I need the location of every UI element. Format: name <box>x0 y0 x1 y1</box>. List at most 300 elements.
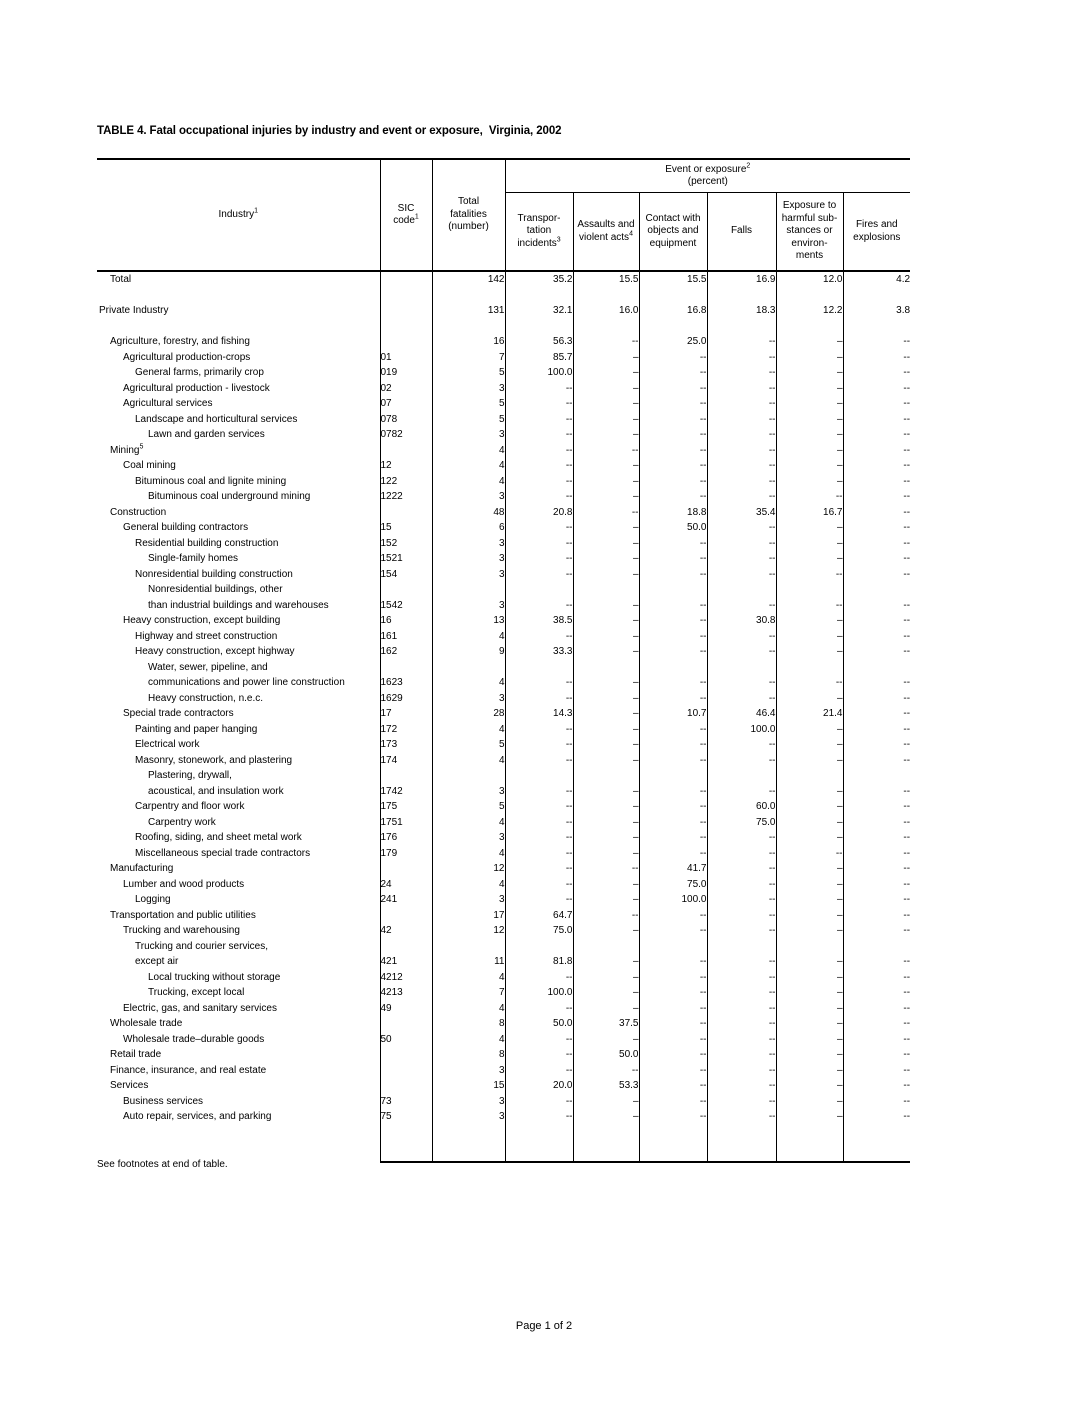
value-cell: 4 <box>432 970 505 986</box>
footnote-superscript: 2 <box>746 162 751 170</box>
value-cell: -- <box>707 365 776 381</box>
value-cell: 16.0 <box>573 303 639 319</box>
value-cell: -- <box>707 784 776 800</box>
sic-cell <box>380 303 432 319</box>
value-cell <box>573 768 639 784</box>
sic-cell: 019 <box>380 365 432 381</box>
table-row <box>97 381 910 397</box>
value-cell: -- <box>903 1049 911 1061</box>
value-cell: – <box>573 396 639 412</box>
value-cell: -- <box>776 489 843 505</box>
value-cell <box>505 319 573 335</box>
value-cell: -- <box>505 1094 573 1110</box>
value-cell: 4.2 <box>896 274 911 286</box>
value-cell: 14.3 <box>505 706 573 722</box>
value-cell: -- <box>639 536 707 552</box>
value-cell <box>843 319 910 335</box>
value-cell: -- <box>903 630 911 642</box>
value-cell: 32.1 <box>505 303 573 319</box>
table-row <box>97 582 910 598</box>
table-row <box>97 1094 910 1110</box>
value-cell: 3 <box>432 551 505 567</box>
event-group-subtitle: (percent) <box>687 176 728 187</box>
value-cell: – <box>776 908 843 924</box>
value-cell: 75.0 <box>505 923 573 939</box>
value-cell: -- <box>707 954 776 970</box>
value-cell: -- <box>639 598 707 614</box>
industry-cell: Bituminous coal underground mining <box>97 489 380 505</box>
value-cell <box>573 939 639 955</box>
fatalities-table <box>97 158 910 1163</box>
value-cell: 7 <box>432 985 505 1001</box>
value-cell: -- <box>903 537 911 549</box>
value-cell: -- <box>903 1111 911 1123</box>
value-cell: -- <box>639 551 707 567</box>
value-cell: -- <box>639 443 707 459</box>
value-cell: – <box>573 520 639 536</box>
value-cell <box>432 768 505 784</box>
filler-cell <box>843 1125 910 1162</box>
value-cell: 35.4 <box>707 505 776 521</box>
value-cell: 38.5 <box>505 613 573 629</box>
value-cell: -- <box>639 1109 707 1125</box>
value-cell: -- <box>707 1078 776 1094</box>
sic-cell <box>380 768 432 784</box>
industry-cell: except air <box>97 954 380 970</box>
industry-cell: Auto repair, services, and parking <box>97 1109 380 1125</box>
footnote-superscript: 5 <box>139 443 144 451</box>
table-row <box>97 505 910 521</box>
value-cell: – <box>573 598 639 614</box>
table-row <box>97 861 910 877</box>
industry-cell: Nonresidential buildings, other <box>97 582 380 598</box>
value-cell: – <box>776 1032 843 1048</box>
value-cell <box>505 660 573 676</box>
value-cell: – <box>573 1001 639 1017</box>
event-subcolumn-header: Transpor- tation incidents$^3$ <box>505 193 573 272</box>
value-cell: – <box>573 737 639 753</box>
table-row <box>97 706 910 722</box>
value-cell: 3 <box>432 381 505 397</box>
value-cell: -- <box>903 429 911 441</box>
value-cell: -- <box>573 334 639 350</box>
value-cell: -- <box>505 1032 573 1048</box>
value-cell <box>505 768 573 784</box>
value-cell: – <box>776 970 843 986</box>
table-row <box>97 1063 910 1079</box>
sic-cell <box>380 1078 432 1094</box>
sic-cell: 01 <box>380 350 432 366</box>
value-cell: -- <box>505 474 573 490</box>
industry-cell: Private Industry <box>97 303 380 319</box>
value-cell: – <box>776 427 843 443</box>
value-cell: – <box>573 1109 639 1125</box>
value-cell: – <box>776 551 843 567</box>
value-cell: 56.3 <box>505 334 573 350</box>
value-cell <box>432 288 505 304</box>
industry-cell: acoustical, and insulation work <box>97 784 380 800</box>
value-cell: – <box>776 985 843 1001</box>
value-cell: – <box>573 892 639 908</box>
value-cell: -- <box>903 646 911 658</box>
value-cell: 10.7 <box>639 706 707 722</box>
value-cell: -- <box>707 412 776 428</box>
sic-cell <box>380 582 432 598</box>
value-cell: -- <box>639 722 707 738</box>
value-cell: -- <box>639 1094 707 1110</box>
value-cell: 75.0 <box>707 815 776 831</box>
table-row <box>97 536 910 552</box>
value-cell: 15.5 <box>573 271 639 288</box>
value-cell: -- <box>639 381 707 397</box>
value-cell: -- <box>707 598 776 614</box>
industry-cell: Agricultural production - livestock <box>97 381 380 397</box>
value-cell: -- <box>505 691 573 707</box>
value-cell <box>707 319 776 335</box>
value-cell: – <box>776 722 843 738</box>
value-cell: -- <box>707 737 776 753</box>
table-row <box>97 908 910 924</box>
value-cell <box>639 288 707 304</box>
value-cell: -- <box>903 1064 911 1076</box>
value-cell: -- <box>505 1109 573 1125</box>
value-cell: 4 <box>432 722 505 738</box>
industry-cell: Business services <box>97 1094 380 1110</box>
industry-cell: Logging <box>97 892 380 908</box>
value-cell: – <box>776 644 843 660</box>
value-cell: 100.0 <box>505 985 573 1001</box>
value-cell: 3 <box>432 1109 505 1125</box>
table-row <box>97 799 910 815</box>
value-cell: -- <box>639 985 707 1001</box>
sic-cell <box>380 334 432 350</box>
value-cell: 8 <box>432 1047 505 1063</box>
value-cell: 5 <box>432 365 505 381</box>
sic-cell: 42 <box>380 923 432 939</box>
value-cell: -- <box>903 1080 911 1092</box>
value-cell: -- <box>639 691 707 707</box>
value-cell: – <box>573 551 639 567</box>
filler-cell <box>776 1125 843 1162</box>
table-row <box>97 1016 910 1032</box>
value-cell <box>639 319 707 335</box>
value-cell: -- <box>776 675 843 691</box>
value-cell: – <box>776 1078 843 1094</box>
value-cell: -- <box>707 489 776 505</box>
value-cell: -- <box>639 613 707 629</box>
sic-cell: 73 <box>380 1094 432 1110</box>
value-cell <box>707 939 776 955</box>
value-cell: -- <box>707 675 776 691</box>
value-cell: -- <box>505 381 573 397</box>
value-cell: 7 <box>432 350 505 366</box>
value-cell: -- <box>707 474 776 490</box>
value-cell: 53.3 <box>573 1078 639 1094</box>
value-cell: 100.0 <box>707 722 776 738</box>
value-cell: – <box>573 954 639 970</box>
value-cell: 5 <box>432 737 505 753</box>
industry-cell: Agricultural services <box>97 396 380 412</box>
value-cell: – <box>573 458 639 474</box>
value-cell: – <box>573 1032 639 1048</box>
value-cell: 18.3 <box>707 303 776 319</box>
value-cell: – <box>776 1094 843 1110</box>
value-cell: 20.8 <box>505 505 573 521</box>
industry-cell: communications and power line construction <box>97 675 380 691</box>
value-cell: 4 <box>432 1001 505 1017</box>
value-cell: – <box>776 753 843 769</box>
value-cell: 16.8 <box>639 303 707 319</box>
page-title: TABLE 4. Fatal occupational injuries by industry and event or exposure, Virginia, 2002 <box>97 125 562 137</box>
value-cell <box>843 939 910 955</box>
sic-cell: 17 <box>380 706 432 722</box>
value-cell: – <box>776 629 843 645</box>
sic-cell: 175 <box>380 799 432 815</box>
industry-cell: Carpentry work <box>97 815 380 831</box>
value-cell: -- <box>903 506 911 518</box>
value-cell: -- <box>639 350 707 366</box>
value-cell: 50.0 <box>573 1047 639 1063</box>
industry-cell: Masonry, stonework, and plastering <box>97 753 380 769</box>
value-cell <box>843 288 910 304</box>
value-cell: 85.7 <box>505 350 573 366</box>
value-cell: – <box>776 443 843 459</box>
sic-cell: 174 <box>380 753 432 769</box>
footnote-superscript: 1 <box>414 213 419 221</box>
value-cell: -- <box>639 1047 707 1063</box>
col-total-header: Total fatalities (number) <box>432 159 505 271</box>
value-cell <box>573 660 639 676</box>
table-row <box>97 675 910 691</box>
table-row <box>97 815 910 831</box>
value-cell: 4 <box>432 753 505 769</box>
value-cell: – <box>776 458 843 474</box>
footnote-superscript: 1 <box>254 207 258 215</box>
value-cell: -- <box>505 536 573 552</box>
value-cell: -- <box>505 412 573 428</box>
value-cell: -- <box>639 970 707 986</box>
table-row <box>97 443 910 459</box>
value-cell: -- <box>707 1001 776 1017</box>
value-cell: 30.8 <box>707 613 776 629</box>
event-subcolumn-header: Contact with objects and equipment <box>639 193 707 272</box>
sic-cell <box>380 861 432 877</box>
value-cell: – <box>573 830 639 846</box>
value-cell: -- <box>639 427 707 443</box>
value-cell: – <box>573 815 639 831</box>
value-cell: -- <box>707 1016 776 1032</box>
table-row <box>97 985 910 1001</box>
value-cell: – <box>776 784 843 800</box>
sic-cell: 75 <box>380 1109 432 1125</box>
value-cell: -- <box>903 971 911 983</box>
table-row <box>97 489 910 505</box>
value-cell: 3 <box>432 489 505 505</box>
industry-cell: Retail trade <box>97 1047 380 1063</box>
sic-cell: 1623 <box>380 675 432 691</box>
value-cell: -- <box>707 567 776 583</box>
industry-cell: Local trucking without storage <box>97 970 380 986</box>
value-cell: 16.7 <box>776 505 843 521</box>
value-cell: 81.8 <box>505 954 573 970</box>
value-cell: -- <box>903 491 911 503</box>
table-row <box>97 365 910 381</box>
value-cell: -- <box>776 846 843 862</box>
value-cell: – <box>573 923 639 939</box>
table-row <box>97 271 910 288</box>
value-cell: -- <box>707 691 776 707</box>
value-cell: -- <box>903 847 911 859</box>
value-cell: -- <box>903 863 911 875</box>
value-cell <box>505 582 573 598</box>
sic-cell <box>380 288 432 304</box>
industry-cell: Finance, insurance, and real estate <box>97 1063 380 1079</box>
value-cell: 3 <box>432 1063 505 1079</box>
value-cell: 13 <box>432 613 505 629</box>
table-row <box>97 660 910 676</box>
value-cell: -- <box>903 909 911 921</box>
value-cell: -- <box>707 877 776 893</box>
filler-cell <box>573 1125 639 1162</box>
value-cell: -- <box>903 894 911 906</box>
value-cell: -- <box>639 1078 707 1094</box>
sic-cell: 161 <box>380 629 432 645</box>
value-cell: -- <box>707 520 776 536</box>
value-cell: – <box>573 753 639 769</box>
industry-cell: Wholesale trade–durable goods <box>97 1032 380 1048</box>
value-cell: – <box>776 1047 843 1063</box>
value-cell: – <box>776 954 843 970</box>
value-cell: -- <box>903 553 911 565</box>
sic-cell: 078 <box>380 412 432 428</box>
value-cell: 15 <box>432 1078 505 1094</box>
event-group-title: Event or exposure$^2$ <box>665 162 751 175</box>
value-cell: -- <box>707 830 776 846</box>
value-cell: 142 <box>432 271 505 288</box>
value-cell: -- <box>505 877 573 893</box>
value-cell: 37.5 <box>573 1016 639 1032</box>
value-cell: 3 <box>432 691 505 707</box>
industry-cell: Transportation and public utilities <box>97 908 380 924</box>
value-cell: 12.0 <box>776 271 843 288</box>
value-cell: -- <box>903 444 911 456</box>
value-cell <box>432 582 505 598</box>
value-cell: 16.9 <box>707 271 776 288</box>
table-bottom-filler <box>97 1125 910 1162</box>
value-cell: -- <box>639 474 707 490</box>
filler-cell <box>380 1125 432 1162</box>
value-cell: -- <box>707 629 776 645</box>
value-cell: – <box>776 691 843 707</box>
industry-cell: Lawn and garden services <box>97 427 380 443</box>
industry-cell: Heavy construction, except building <box>97 613 380 629</box>
value-cell: – <box>776 365 843 381</box>
value-cell: – <box>573 877 639 893</box>
table-row <box>97 846 910 862</box>
value-cell: -- <box>639 737 707 753</box>
value-cell: 64.7 <box>505 908 573 924</box>
value-cell: 4 <box>432 629 505 645</box>
value-cell: – <box>776 613 843 629</box>
table-row <box>97 629 910 645</box>
value-cell: -- <box>903 336 911 348</box>
value-cell: -- <box>573 1063 639 1079</box>
value-cell: – <box>776 923 843 939</box>
value-cell: – <box>776 474 843 490</box>
value-cell: -- <box>505 443 573 459</box>
sic-cell <box>380 505 432 521</box>
table-row <box>97 427 910 443</box>
industry-cell: Lumber and wood products <box>97 877 380 893</box>
value-cell: – <box>573 629 639 645</box>
sic-cell <box>380 443 432 459</box>
value-cell: – <box>776 861 843 877</box>
value-cell <box>707 288 776 304</box>
value-cell: 18.8 <box>639 505 707 521</box>
value-cell: – <box>776 1109 843 1125</box>
industry-cell: Carpentry and floor work <box>97 799 380 815</box>
value-cell: -- <box>903 956 911 968</box>
industry-cell: than industrial buildings and warehouses <box>97 598 380 614</box>
value-cell: -- <box>505 861 573 877</box>
sic-cell: 1222 <box>380 489 432 505</box>
value-cell: -- <box>505 598 573 614</box>
value-cell: -- <box>505 629 573 645</box>
value-cell <box>776 660 843 676</box>
industry-cell: Coal mining <box>97 458 380 474</box>
sic-cell: 176 <box>380 830 432 846</box>
table-row <box>97 520 910 536</box>
sic-cell <box>380 1063 432 1079</box>
value-cell: -- <box>707 1094 776 1110</box>
value-cell: 4 <box>432 846 505 862</box>
value-cell: 3 <box>432 427 505 443</box>
value-cell: -- <box>903 878 911 890</box>
value-cell: – <box>573 799 639 815</box>
value-cell: -- <box>707 427 776 443</box>
value-cell: -- <box>505 970 573 986</box>
value-cell: 3 <box>432 830 505 846</box>
value-cell: -- <box>903 351 911 363</box>
value-cell: -- <box>707 753 776 769</box>
sic-cell <box>380 319 432 335</box>
value-cell: 12 <box>432 923 505 939</box>
value-cell: -- <box>639 830 707 846</box>
value-cell: 50.0 <box>505 1016 573 1032</box>
value-cell: 3 <box>432 784 505 800</box>
event-group-header <box>505 159 910 193</box>
value-cell: -- <box>639 1016 707 1032</box>
value-cell: -- <box>707 443 776 459</box>
value-cell: – <box>573 381 639 397</box>
industry-cell: General farms, primarily crop <box>97 365 380 381</box>
value-cell: -- <box>707 970 776 986</box>
value-cell <box>776 288 843 304</box>
sic-cell <box>380 908 432 924</box>
sic-cell: 4212 <box>380 970 432 986</box>
value-cell: – <box>776 520 843 536</box>
sic-cell: 179 <box>380 846 432 862</box>
value-cell: -- <box>776 567 843 583</box>
value-cell: 12 <box>432 861 505 877</box>
table-row <box>97 830 910 846</box>
table-row <box>97 1032 910 1048</box>
sic-cell: 1742 <box>380 784 432 800</box>
value-cell: -- <box>505 458 573 474</box>
sic-cell: 16 <box>380 613 432 629</box>
value-cell: -- <box>639 954 707 970</box>
industry-cell: Plastering, drywall, <box>97 768 380 784</box>
